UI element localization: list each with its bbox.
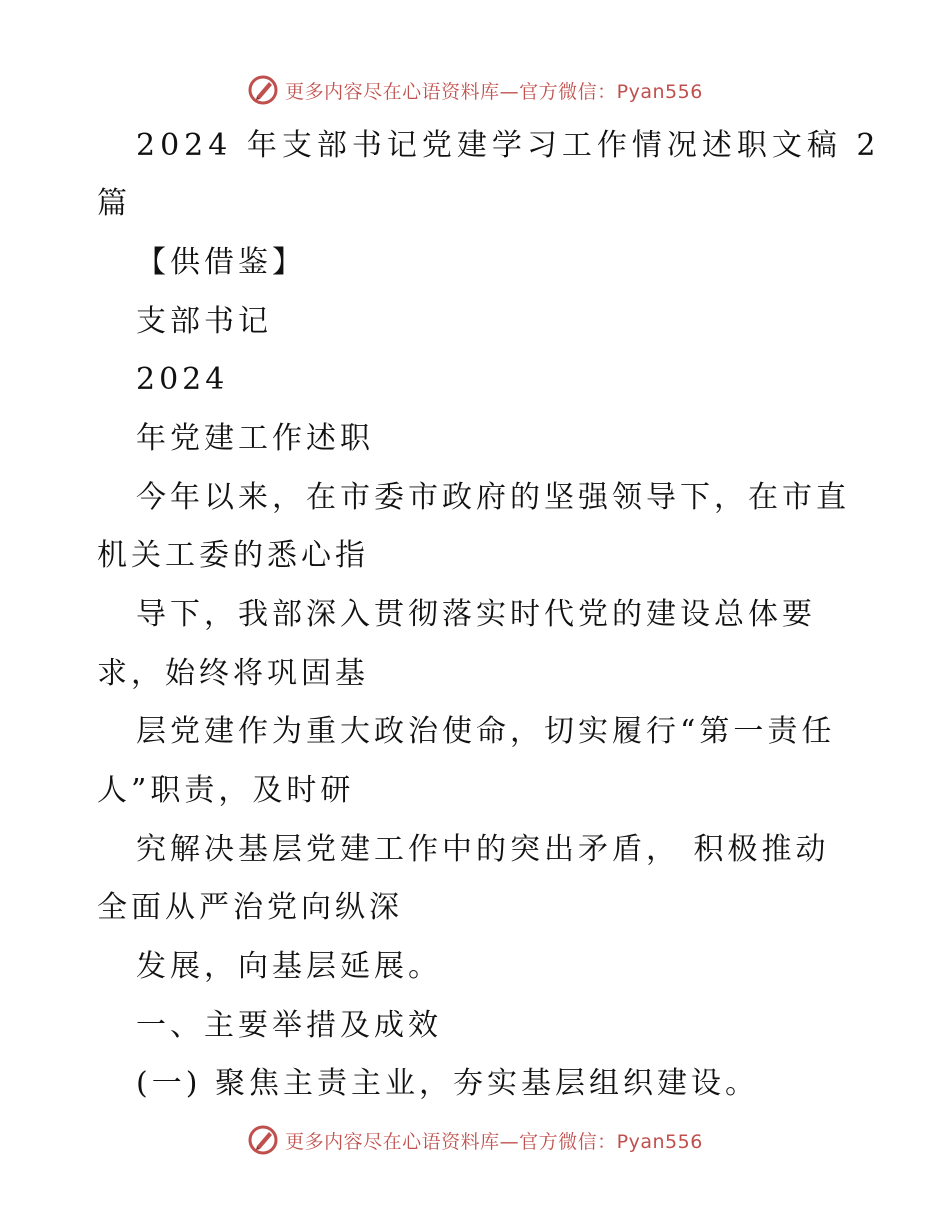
document-title-line1: 2024 年支部书记党建学习工作情况述职文稿 2 — [136, 128, 881, 163]
paragraph-2-line-1: 导下，我部深入贯彻落实时代党的建设总体要 — [136, 597, 816, 632]
subheading-topic: 年党建工作述职 — [136, 421, 374, 456]
logo-icon — [247, 74, 279, 106]
paragraph-4-line-2: 全面从严治党向纵深 — [97, 890, 403, 925]
watermark-text: 更多内容尽在心语资料库—官方微信：Pyan556 — [285, 80, 703, 103]
logo-icon — [247, 1124, 279, 1156]
paragraph-1-line-1: 今年以来，在市委市政府的坚强领导下，在市直 — [136, 480, 850, 515]
watermark-banner-bottom — [0, 1120, 950, 1160]
paragraph-2-line-2: 求，始终将巩固基 — [97, 656, 369, 691]
watermark-banner-top — [0, 70, 950, 110]
subheading-year: 2024 — [136, 362, 229, 397]
document-title-line2: 篇 — [97, 186, 132, 221]
section-heading: 一、主要举措及成效 — [136, 1008, 442, 1043]
watermark-text: 更多内容尽在心语资料库—官方微信：Pyan556 — [285, 1130, 703, 1153]
document-tag: 【供借鉴】 — [136, 245, 306, 280]
subsection-heading: (一) 聚焦主责主业，夯实基层组织建设。 — [136, 1066, 759, 1101]
paragraph-3-line-1: 层党建作为重大政治使命，切实履行“第一责任 — [136, 714, 836, 749]
paragraph-5-line-1: 发展，向基层延展。 — [136, 949, 442, 984]
paragraph-1-line-2: 机关工委的悉心指 — [97, 538, 369, 573]
subheading-role: 支部书记 — [136, 304, 272, 339]
paragraph-4-line-1: 究解决基层党建工作中的突出矛盾， 积极推动 — [136, 832, 830, 867]
paragraph-3-line-2: 人”职责，及时研 — [97, 773, 355, 808]
